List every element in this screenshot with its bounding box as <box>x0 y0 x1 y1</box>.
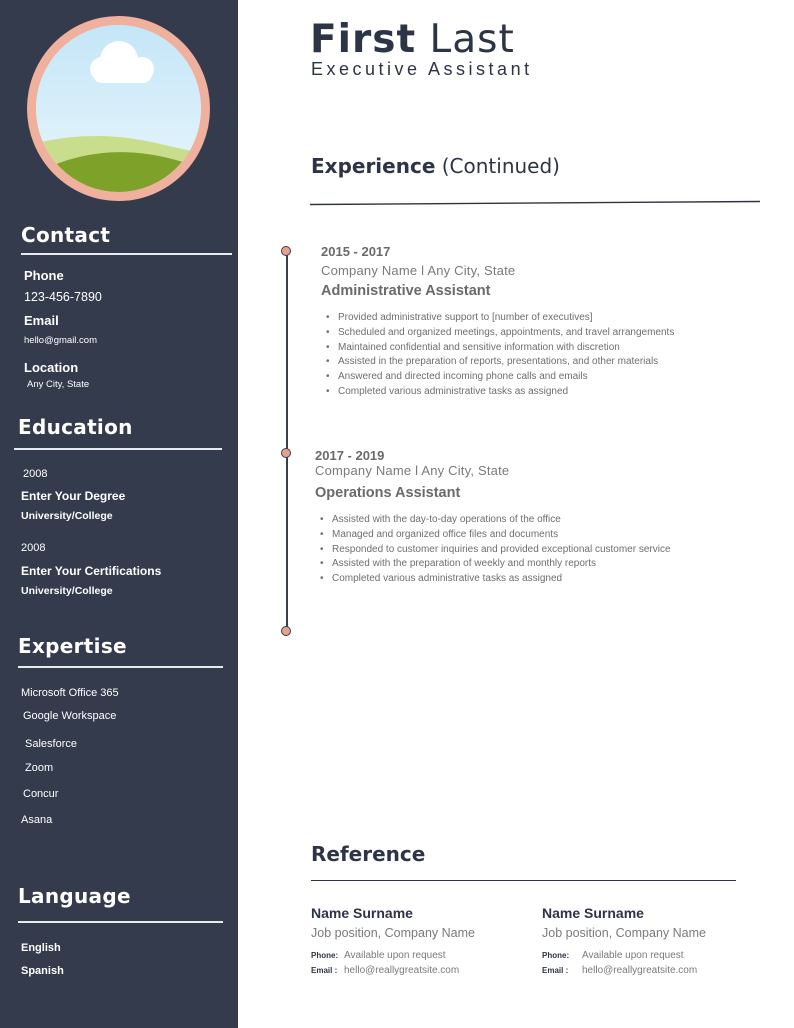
job-role: Operations Assistant <box>315 485 461 501</box>
language-item: Spanish <box>21 965 64 977</box>
experience-heading-continued: (Continued) <box>441 154 560 178</box>
expertise-item: Microsoft Office 365 <box>21 687 119 699</box>
job-title: Executive Assistant <box>311 59 533 79</box>
job-bullet: • Assisted with the preparation of weekly and monthly reports <box>315 557 671 572</box>
candidate-name <box>310 17 515 62</box>
job-bullet: • Scheduled and organized meetings, appointments, and travel arrangements <box>321 326 674 341</box>
location-label: Location <box>24 360 79 375</box>
job-bullet: • Assisted in the preparation of reports, presentations, and other materials <box>321 355 674 370</box>
job-bullets <box>321 311 674 400</box>
reference-phone-label: Phone: <box>311 951 339 960</box>
location-value: Any City, State <box>27 379 90 390</box>
profile-photo-frame <box>27 16 210 201</box>
education-heading: Education <box>18 415 133 439</box>
email-label: Email <box>24 313 59 328</box>
contact-divider <box>21 253 232 255</box>
job-bullet: • Answered and directed incoming phone calls and emails <box>321 370 674 385</box>
job-company: Company Name l Any City, State <box>321 263 516 278</box>
timeline-line <box>286 252 288 632</box>
reference-position: Job position, Company Name <box>311 926 475 940</box>
expertise-item: Concur <box>23 788 59 800</box>
reference-heading: Reference <box>311 842 426 866</box>
profile-photo <box>36 25 201 192</box>
sidebar <box>0 0 238 1028</box>
reference-name: Name Surname <box>311 905 413 921</box>
reference-divider <box>311 880 736 881</box>
expertise-heading: Expertise <box>18 634 127 658</box>
timeline-dot <box>281 448 291 458</box>
experience-heading <box>311 154 560 178</box>
education-degree: Enter Your Certifications <box>21 564 162 578</box>
reference-email: hello@reallygreatsite.com <box>582 965 698 976</box>
reference-position: Job position, Company Name <box>542 926 706 940</box>
reference-name: Name Surname <box>542 905 644 921</box>
reference-phone-label: Phone: <box>542 951 570 960</box>
language-item: English <box>21 942 61 954</box>
expertise-item: Asana <box>21 814 53 826</box>
education-year: 2008 <box>21 542 46 554</box>
phone-label: Phone <box>24 268 64 283</box>
expertise-divider <box>18 666 223 668</box>
first-name: First <box>310 17 417 62</box>
expertise-item: Zoom <box>25 762 54 774</box>
job-bullet: • Assisted with the day-to-day operations of the office <box>315 513 671 528</box>
timeline-dot <box>281 246 291 256</box>
job-bullet: • Responded to customer inquiries and provided exceptional customer service <box>315 543 671 558</box>
expertise-item: Google Workspace <box>23 710 117 722</box>
reference-email: hello@reallygreatsite.com <box>344 965 460 976</box>
job-years: 2015 - 2017 <box>321 244 391 259</box>
last-name: Last <box>429 17 515 62</box>
education-divider <box>14 448 222 450</box>
job-bullet: • Maintained confidential and sensitive information with discretion <box>321 341 674 356</box>
reference-phone: Available upon request <box>582 950 684 961</box>
experience-divider <box>310 199 762 207</box>
education-degree: Enter Your Degree <box>21 489 126 503</box>
reference-email-label: Email : <box>311 966 338 975</box>
timeline-dot <box>281 626 291 636</box>
reference-email-label: Email : <box>542 966 569 975</box>
language-divider <box>18 921 223 923</box>
job-role: Administrative Assistant <box>321 283 491 299</box>
job-years: 2017 - 2019 <box>315 448 385 463</box>
job-bullets <box>315 513 671 587</box>
job-bullet: • Completed various administrative tasks as assigned <box>321 385 674 400</box>
education-year: 2008 <box>23 468 48 480</box>
experience-heading-bold: Experience <box>311 154 436 178</box>
phone-value: 123-456-7890 <box>24 290 102 304</box>
reference-phone: Available upon request <box>344 950 446 961</box>
job-bullet: • Managed and organized office files and documents <box>315 528 671 543</box>
job-bullet: • Completed various administrative tasks as assigned <box>315 572 671 587</box>
job-bullet: • Provided administrative support to [number of executives] <box>321 311 674 326</box>
language-heading: Language <box>18 884 131 908</box>
email-value: hello@gmail.com <box>24 335 98 346</box>
job-company: Company Name l Any City, State <box>315 463 510 478</box>
education-school: University/College <box>21 510 113 522</box>
expertise-item: Salesforce <box>25 738 77 750</box>
education-school: University/College <box>21 585 113 597</box>
contact-heading: Contact <box>21 223 111 247</box>
